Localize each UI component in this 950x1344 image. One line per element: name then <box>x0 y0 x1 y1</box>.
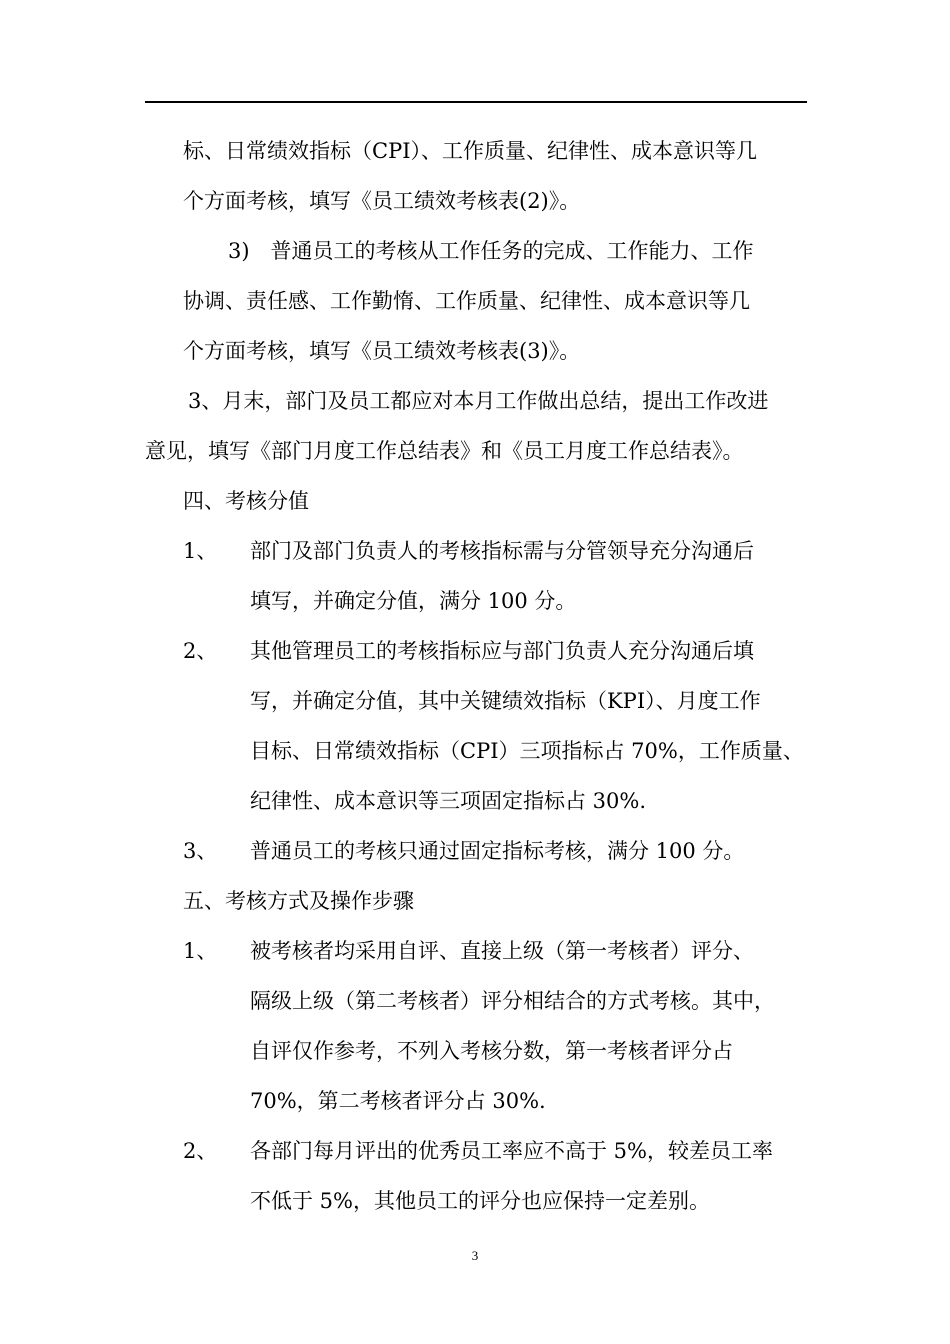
paragraph-line: 意见，填写《部门月度工作总结表》和《员工月度工作总结表》。 <box>145 439 744 463</box>
list-item-line: 自评仅作参考，不列入考核分数，第一考核者评分占 <box>250 1039 733 1063</box>
list-item-number: 2、 <box>183 639 218 663</box>
section-heading: 四、考核分值 <box>183 489 309 513</box>
list-item-line: 目标、日常绩效指标（CPI）三项指标占 70%，工作质量、 <box>250 739 804 763</box>
paragraph-line: 个方面考核，填写《员工绩效考核表(3)》。 <box>183 339 581 363</box>
list-item-line: 被考核者均采用自评、直接上级（第一考核者）评分、 <box>250 939 754 963</box>
list-item-line: 其他管理员工的考核指标应与部门负责人充分沟通后填 <box>250 639 754 663</box>
header-rule <box>145 101 807 103</box>
list-item-line: 70%，第二考核者评分占 30%. <box>250 1089 546 1113</box>
section-heading: 五、考核方式及操作步骤 <box>183 889 414 913</box>
list-item-line: 各部门每月评出的优秀员工率应不高于 5%，较差员工率 <box>250 1139 773 1163</box>
list-item-line: 写，并确定分值，其中关键绩效指标（KPI）、月度工作 <box>250 689 761 713</box>
paragraph-line: 个方面考核，填写《员工绩效考核表(2)》。 <box>183 189 581 213</box>
list-item-line: 普通员工的考核只通过固定指标考核，满分 100 分。 <box>250 839 745 863</box>
paragraph-line: 协调、责任感、工作勤惰、工作质量、纪律性、成本意识等几 <box>183 289 750 313</box>
paragraph-line: 标、日常绩效指标（CPI）、工作质量、纪律性、成本意识等几 <box>183 139 757 163</box>
list-item-number: 1、 <box>183 539 218 563</box>
list-item-number: 2、 <box>183 1139 218 1163</box>
list-item-line: 填写，并确定分值，满分 100 分。 <box>250 589 577 613</box>
list-item-line: 隔级上级（第二考核者）评分相结合的方式考核。其中， <box>250 989 775 1013</box>
list-item-line: 纪律性、成本意识等三项固定指标占 30%. <box>250 789 647 813</box>
list-item-line: 部门及部门负责人的考核指标需与分管领导充分沟通后 <box>250 539 754 563</box>
paragraph-line: 3、月末，部门及员工都应对本月工作做出总结，提出工作改进 <box>188 389 769 413</box>
list-item-line: 不低于 5%，其他员工的评分也应保持一定差别。 <box>250 1189 710 1213</box>
page-number: 3 <box>471 1248 479 1263</box>
list-item-number: 3、 <box>183 839 218 863</box>
list-item-number: 1、 <box>183 939 218 963</box>
paragraph-line: 3) 普通员工的考核从工作任务的完成、工作能力、工作 <box>228 239 754 263</box>
